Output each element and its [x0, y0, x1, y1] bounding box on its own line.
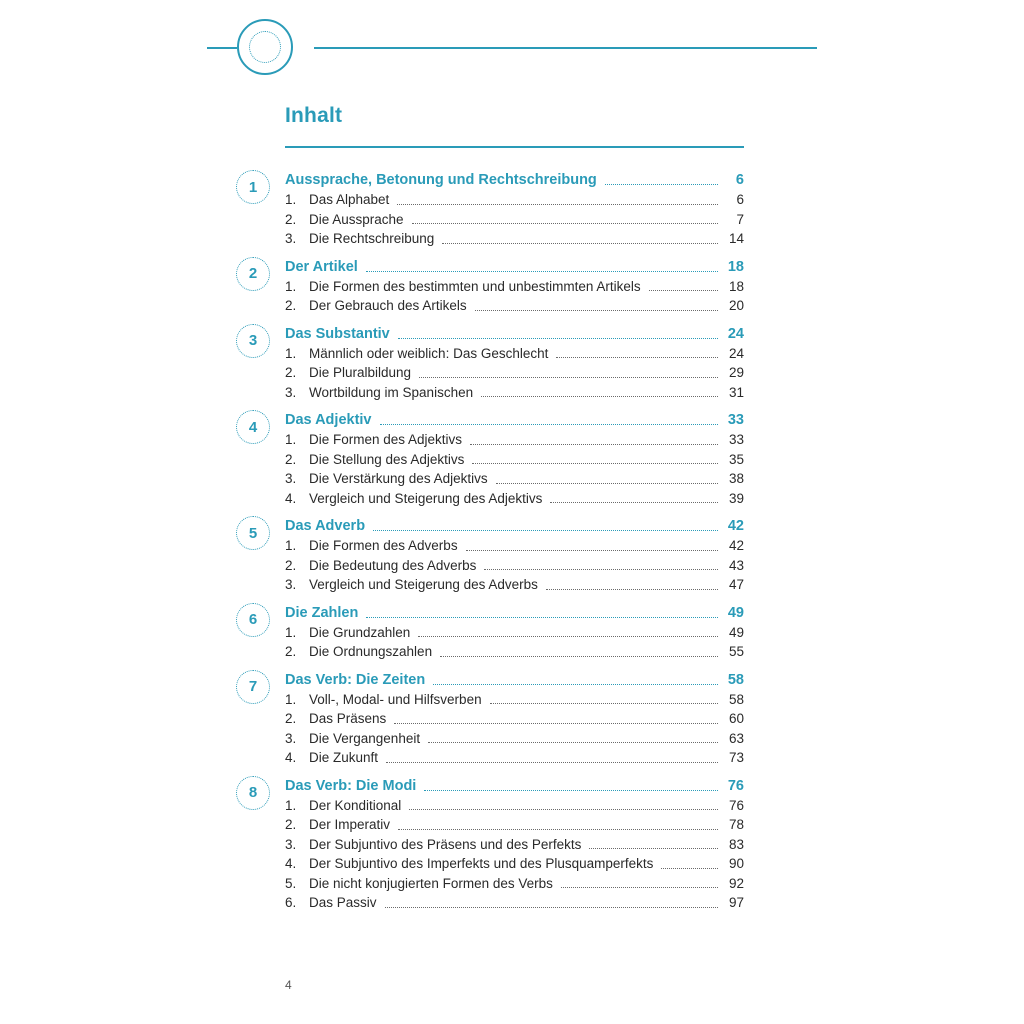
entry-page-number: 78	[728, 817, 744, 832]
entry-number: 1.	[285, 192, 297, 207]
chapter-page-number: 33	[727, 412, 744, 428]
chapter-number-badge: 2	[236, 257, 270, 291]
entry-label: Wortbildung im Spanischen	[309, 384, 474, 400]
dot-leader	[481, 396, 718, 397]
dot-leader	[466, 550, 718, 551]
chapter-page-number: 42	[727, 518, 744, 534]
entry-number: 4.	[285, 750, 297, 765]
entry-label: Der Imperativ	[309, 817, 391, 832]
dot-leader	[490, 703, 718, 704]
entry-number: 2.	[285, 557, 297, 573]
dot-leader	[419, 377, 718, 378]
header-rule-left	[207, 47, 237, 49]
entry-label: Männlich oder weiblich: Das Geschlecht	[309, 345, 549, 361]
dot-leader	[561, 887, 718, 888]
dot-leader	[475, 310, 718, 311]
chapter-4	[0, 410, 1024, 508]
entry-page-number: 49	[728, 624, 744, 640]
entry-page-number: 7	[736, 211, 744, 227]
entry-page-number: 6	[736, 192, 744, 207]
chapter-heading[interactable]	[285, 670, 744, 690]
entry-page-number: 47	[728, 577, 744, 592]
entry-label: Das Präsens	[309, 711, 387, 726]
page-number: 4	[285, 978, 292, 992]
entry-label: Die Formen des bestimmten und unbestimmten Artikels	[309, 278, 641, 294]
entry-page-number: 55	[728, 644, 744, 659]
chapter-title: Aussprache, Betonung und Rechtschreibung	[285, 172, 597, 188]
dot-leader	[484, 569, 718, 570]
entry-number: 2.	[285, 298, 297, 313]
chapter-number-badge: 4	[236, 410, 270, 444]
entry-page-number: 90	[728, 856, 744, 871]
dot-leader	[366, 617, 718, 618]
toc-entry[interactable]	[285, 489, 744, 509]
entry-page-number: 42	[728, 538, 744, 553]
chapter-5	[0, 516, 1024, 595]
chapter-title: Der Artikel	[285, 258, 358, 275]
chapter-number-badge: 3	[236, 324, 270, 358]
entry-label: Die Formen des Adverbs	[309, 538, 458, 553]
chapter-6	[0, 603, 1024, 662]
toc-entry[interactable]	[285, 210, 744, 230]
dot-leader	[397, 204, 718, 205]
chapter-title: Das Substantiv	[285, 325, 390, 342]
entry-number: 1.	[285, 797, 297, 813]
chapter-title: Die Zahlen	[285, 604, 359, 621]
entry-number: 2.	[285, 817, 297, 832]
toc-entry[interactable]	[285, 729, 744, 749]
toc-entry[interactable]	[285, 296, 744, 316]
entry-number: 3.	[285, 836, 297, 852]
dot-leader	[424, 790, 718, 791]
toc-entry[interactable]	[285, 623, 744, 643]
dot-leader	[470, 444, 718, 445]
entry-number: 3.	[285, 577, 297, 592]
entry-page-number: 43	[728, 557, 744, 573]
dot-leader	[373, 530, 718, 531]
toc-entry[interactable]	[285, 642, 744, 662]
entry-number: 1.	[285, 538, 297, 553]
entry-label: Vergleich und Steigerung des Adjektivs	[309, 490, 543, 506]
entry-number: 3.	[285, 471, 297, 486]
chapter-heading[interactable]	[285, 324, 744, 344]
chapter-heading[interactable]	[285, 170, 744, 190]
entry-label: Die Grundzahlen	[309, 624, 411, 640]
dot-leader	[605, 184, 718, 185]
entry-number: 6.	[285, 895, 297, 910]
toc-entry[interactable]	[285, 796, 744, 816]
chapter-1	[0, 170, 1024, 249]
chapter-heading[interactable]	[285, 776, 744, 796]
entry-label: Der Subjuntivo des Präsens und des Perfekts	[309, 836, 582, 852]
dot-leader	[440, 656, 718, 657]
dot-leader	[385, 907, 718, 908]
dot-leader	[433, 684, 718, 685]
chapter-7	[0, 670, 1024, 768]
entry-label: Die nicht konjugierten Formen des Verbs	[309, 875, 553, 891]
entry-label: Die Verstärkung des Adjektivs	[309, 471, 488, 486]
toc-entry[interactable]	[285, 748, 744, 768]
dot-leader	[649, 290, 718, 291]
dot-leader	[496, 483, 718, 484]
toc-entry[interactable]	[285, 575, 744, 595]
entry-label: Der Gebrauch des Artikels	[309, 298, 467, 313]
entry-label: Voll-, Modal- und Hilfsverben	[309, 691, 482, 707]
entry-page-number: 29	[728, 365, 744, 380]
chapter-number-badge: 8	[236, 776, 270, 810]
toc-entry[interactable]	[285, 363, 744, 383]
toc-entry[interactable]	[285, 690, 744, 710]
toc-entry[interactable]	[285, 344, 744, 364]
chapter-2	[0, 257, 1024, 316]
entry-label: Die Bedeutung des Adverbs	[309, 557, 477, 573]
entry-label: Das Passiv	[309, 895, 377, 910]
toc-entry[interactable]	[285, 450, 744, 470]
dot-leader	[550, 502, 718, 503]
dot-leader	[398, 829, 718, 830]
entry-number: 2.	[285, 211, 297, 227]
dot-leader	[418, 636, 718, 637]
entry-label: Die Rechtschreibung	[309, 231, 435, 246]
entry-number: 2.	[285, 365, 297, 380]
chapter-number-badge: 1	[236, 170, 270, 204]
entry-number: 1.	[285, 345, 297, 361]
toc-entry[interactable]	[285, 277, 744, 297]
dot-leader	[472, 463, 718, 464]
entry-number: 3.	[285, 231, 297, 246]
entry-label: Das Alphabet	[309, 192, 390, 207]
toc-entry[interactable]	[285, 556, 744, 576]
entry-number: 5.	[285, 875, 297, 891]
chapter-title: Das Adverb	[285, 518, 366, 534]
title-divider	[285, 146, 744, 148]
chapter-page-number: 58	[727, 671, 744, 688]
dot-leader	[442, 243, 718, 244]
chapter-page-number: 49	[727, 604, 744, 621]
chapter-heading[interactable]	[285, 410, 744, 430]
dot-leader	[589, 848, 718, 849]
entry-page-number: 33	[728, 432, 744, 447]
dot-leader	[409, 809, 718, 810]
entry-page-number: 38	[728, 471, 744, 486]
entry-number: 1.	[285, 278, 297, 294]
dot-leader	[556, 357, 718, 358]
entry-label: Die Vergangenheit	[309, 730, 421, 746]
chapter-heading[interactable]	[285, 257, 744, 277]
dot-leader	[661, 868, 718, 869]
entry-page-number: 92	[728, 875, 744, 891]
toc-entry[interactable]	[285, 536, 744, 556]
entry-page-number: 31	[728, 384, 744, 400]
chapter-heading[interactable]	[285, 603, 744, 623]
entry-label: Die Pluralbildung	[309, 365, 412, 380]
dot-leader	[398, 338, 718, 339]
entry-page-number: 76	[728, 797, 744, 813]
entry-page-number: 18	[728, 278, 744, 294]
entry-page-number: 58	[728, 691, 744, 707]
chapter-8	[0, 776, 1024, 913]
entry-label: Die Stellung des Adjektivs	[309, 451, 465, 467]
dot-leader	[546, 589, 718, 590]
dot-leader	[380, 424, 719, 425]
header-rule-right	[314, 47, 817, 49]
entry-number: 2.	[285, 711, 297, 726]
entry-page-number: 73	[728, 750, 744, 765]
entry-number: 1.	[285, 691, 297, 707]
table-of-contents	[0, 170, 1024, 921]
toc-entry[interactable]	[285, 469, 744, 489]
toc-entry[interactable]	[285, 383, 744, 403]
header-circle-ornament	[237, 19, 293, 75]
entry-label: Die Zukunft	[309, 750, 379, 765]
chapter-heading[interactable]	[285, 516, 744, 536]
chapter-title: Das Adjektiv	[285, 412, 372, 428]
entry-page-number: 20	[728, 298, 744, 313]
entry-number: 3.	[285, 730, 297, 746]
entry-page-number: 83	[728, 836, 744, 852]
toc-entry[interactable]	[285, 190, 744, 210]
chapter-number-badge: 5	[236, 516, 270, 550]
entry-page-number: 39	[728, 490, 744, 506]
entry-page-number: 60	[728, 711, 744, 726]
chapter-title: Das Verb: Die Zeiten	[285, 671, 426, 688]
entry-number: 1.	[285, 432, 297, 447]
entry-number: 3.	[285, 384, 297, 400]
entry-number: 2.	[285, 644, 297, 659]
chapter-page-number: 24	[727, 325, 744, 342]
entry-page-number: 35	[728, 451, 744, 467]
entry-number: 4.	[285, 856, 297, 871]
entry-number: 1.	[285, 624, 297, 640]
chapter-number-badge: 6	[236, 603, 270, 637]
entry-label: Der Konditional	[309, 797, 402, 813]
chapter-number-badge: 7	[236, 670, 270, 704]
toc-entry[interactable]	[285, 229, 744, 249]
dot-leader	[428, 742, 718, 743]
toc-entry[interactable]	[285, 815, 744, 835]
chapter-page-number: 6	[735, 172, 744, 188]
toc-entry[interactable]	[285, 874, 744, 894]
chapter-3	[0, 324, 1024, 403]
entry-label: Der Subjuntivo des Imperfekts und des Plusquamperfekts	[309, 856, 654, 871]
toc-entry[interactable]	[285, 709, 744, 729]
toc-entry[interactable]	[285, 835, 744, 855]
entry-label: Die Ordnungszahlen	[309, 644, 433, 659]
toc-entry[interactable]	[285, 854, 744, 874]
entry-page-number: 24	[728, 345, 744, 361]
entry-page-number: 63	[728, 730, 744, 746]
dot-leader	[394, 723, 718, 724]
entry-label: Die Formen des Adjektivs	[309, 432, 463, 447]
dot-leader	[366, 271, 718, 272]
entry-label: Die Aussprache	[309, 211, 404, 227]
entry-label: Vergleich und Steigerung des Adverbs	[309, 577, 538, 592]
entry-number: 4.	[285, 490, 297, 506]
chapter-page-number: 18	[727, 258, 744, 275]
toc-entry[interactable]	[285, 430, 744, 450]
chapter-title: Das Verb: Die Modi	[285, 777, 417, 794]
chapter-page-number: 76	[727, 777, 744, 794]
toc-entry[interactable]	[285, 893, 744, 913]
page-title: Inhalt	[285, 104, 343, 127]
dot-leader	[386, 762, 718, 763]
entry-page-number: 14	[728, 231, 744, 246]
header-circle-inner	[249, 31, 281, 63]
entry-number: 2.	[285, 451, 297, 467]
dot-leader	[412, 223, 718, 224]
entry-page-number: 97	[728, 895, 744, 910]
